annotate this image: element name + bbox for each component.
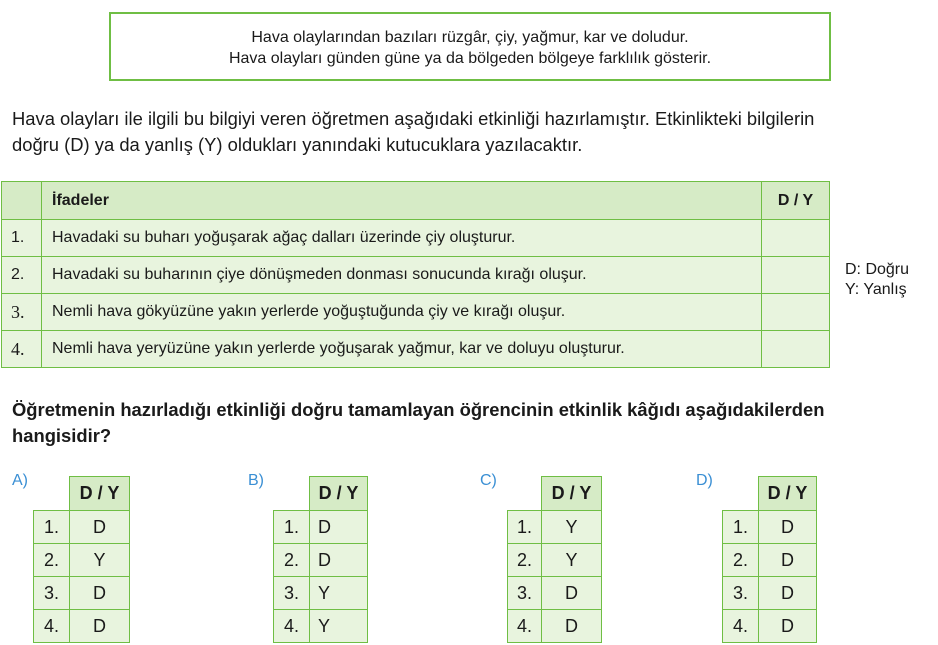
legend-d: D: Doğru	[845, 261, 910, 278]
option-row-num: 4.	[508, 610, 542, 643]
info-line-1: Hava olaylarından bazıları rüzgâr, çiy, yağmur, kar ve doludur.	[251, 29, 689, 46]
table-header-row	[2, 182, 830, 220]
option-row-value: D	[310, 511, 368, 544]
answer-box[interactable]	[762, 257, 830, 294]
option-a-table[interactable]	[33, 476, 130, 643]
table-row	[2, 294, 830, 331]
option-row-num: 2.	[34, 544, 70, 577]
option-d-label[interactable]: D)	[696, 472, 713, 489]
question-line-2: hangisidir?	[12, 425, 112, 446]
corner-cell	[34, 477, 70, 511]
option-row-value: D	[542, 610, 602, 643]
header-statements: İfadeler	[42, 182, 762, 220]
option-row-num: 4.	[723, 610, 759, 643]
info-box	[109, 12, 831, 81]
option-row-num: 1.	[274, 511, 310, 544]
option-row-value: Y	[542, 544, 602, 577]
question-line-1: Öğretmenin hazırladığı etkinliği doğru tamamlayan öğrencinin etkinlik kâğıdı aşağıdakilerden	[12, 399, 825, 420]
option-d-table[interactable]	[722, 476, 817, 643]
corner-cell	[274, 477, 310, 511]
table-row	[2, 220, 830, 257]
row-statement: Nemli hava gökyüzüne yakın yerlerde yoğuştuğunda çiy ve kırağı oluşur.	[42, 294, 762, 331]
row-number: 2.	[2, 257, 42, 294]
row-number: 4.	[2, 331, 42, 368]
answer-box[interactable]	[762, 331, 830, 368]
option-row-value: D	[542, 577, 602, 610]
corner-cell	[508, 477, 542, 511]
option-row-num: 3.	[508, 577, 542, 610]
question-text	[12, 397, 938, 449]
corner-cell	[723, 477, 759, 511]
option-row-value: D	[759, 577, 817, 610]
info-line-2: Hava olayları günden güne ya da bölgeden bölgeye farklılık gösterir.	[228, 50, 712, 67]
intro-line-2: doğru (D) ya da yanlış (Y) oldukları yanındaki kutucuklara yazılacaktır.	[12, 134, 583, 155]
option-a-label[interactable]: A)	[12, 472, 28, 489]
option-row-num: 2.	[274, 544, 310, 577]
option-header: D / Y	[542, 477, 602, 511]
option-row-num: 3.	[723, 577, 759, 610]
legend	[845, 260, 909, 300]
option-row-num: 2.	[508, 544, 542, 577]
header-num-cell	[2, 182, 42, 220]
intro-text	[12, 106, 936, 158]
option-row-num: 3.	[34, 577, 70, 610]
option-row-num: 1.	[508, 511, 542, 544]
table-row	[2, 257, 830, 294]
option-row-num: 2.	[723, 544, 759, 577]
row-number: 3.	[2, 294, 42, 331]
option-row-value: D	[70, 577, 130, 610]
option-c-table[interactable]	[507, 476, 602, 643]
option-header: D / Y	[759, 477, 817, 511]
option-b-table[interactable]	[273, 476, 368, 643]
intro-line-1: Hava olayları ile ilgili bu bilgiyi veren öğretmen aşağıdaki etkinliği hazırlamıştır. Etkinlikteki bilgilerin	[12, 108, 815, 129]
answer-box[interactable]	[762, 294, 830, 331]
option-row-value: D	[759, 511, 817, 544]
header-dy: D / Y	[762, 182, 830, 220]
option-row-value: D	[759, 544, 817, 577]
option-b-label[interactable]: B)	[248, 472, 264, 489]
option-c-label[interactable]: C)	[480, 472, 497, 489]
option-header: D / Y	[310, 477, 368, 511]
option-row-value: Y	[542, 511, 602, 544]
option-row-num: 1.	[723, 511, 759, 544]
option-row-num: 3.	[274, 577, 310, 610]
option-row-num: 4.	[34, 610, 70, 643]
answer-box[interactable]	[762, 220, 830, 257]
table-row	[2, 331, 830, 368]
statements-table	[1, 181, 830, 368]
option-row-value: Y	[310, 577, 368, 610]
option-row-value: D	[759, 610, 817, 643]
row-statement: Havadaki su buharı yoğuşarak ağaç dalları üzerinde çiy oluşturur.	[42, 220, 762, 257]
legend-y: Y: Yanlış	[845, 281, 907, 298]
option-row-value: D	[70, 610, 130, 643]
option-header: D / Y	[70, 477, 130, 511]
option-row-value: Y	[310, 610, 368, 643]
row-statement: Havadaki su buharının çiye dönüşmeden donması sonucunda kırağı oluşur.	[42, 257, 762, 294]
row-number: 1.	[2, 220, 42, 257]
row-statement: Nemli hava yeryüzüne yakın yerlerde yoğuşarak yağmur, kar ve doluyu oluşturur.	[42, 331, 762, 368]
option-row-num: 1.	[34, 511, 70, 544]
option-row-num: 4.	[274, 610, 310, 643]
option-row-value: D	[70, 511, 130, 544]
option-row-value: D	[310, 544, 368, 577]
option-row-value: Y	[70, 544, 130, 577]
